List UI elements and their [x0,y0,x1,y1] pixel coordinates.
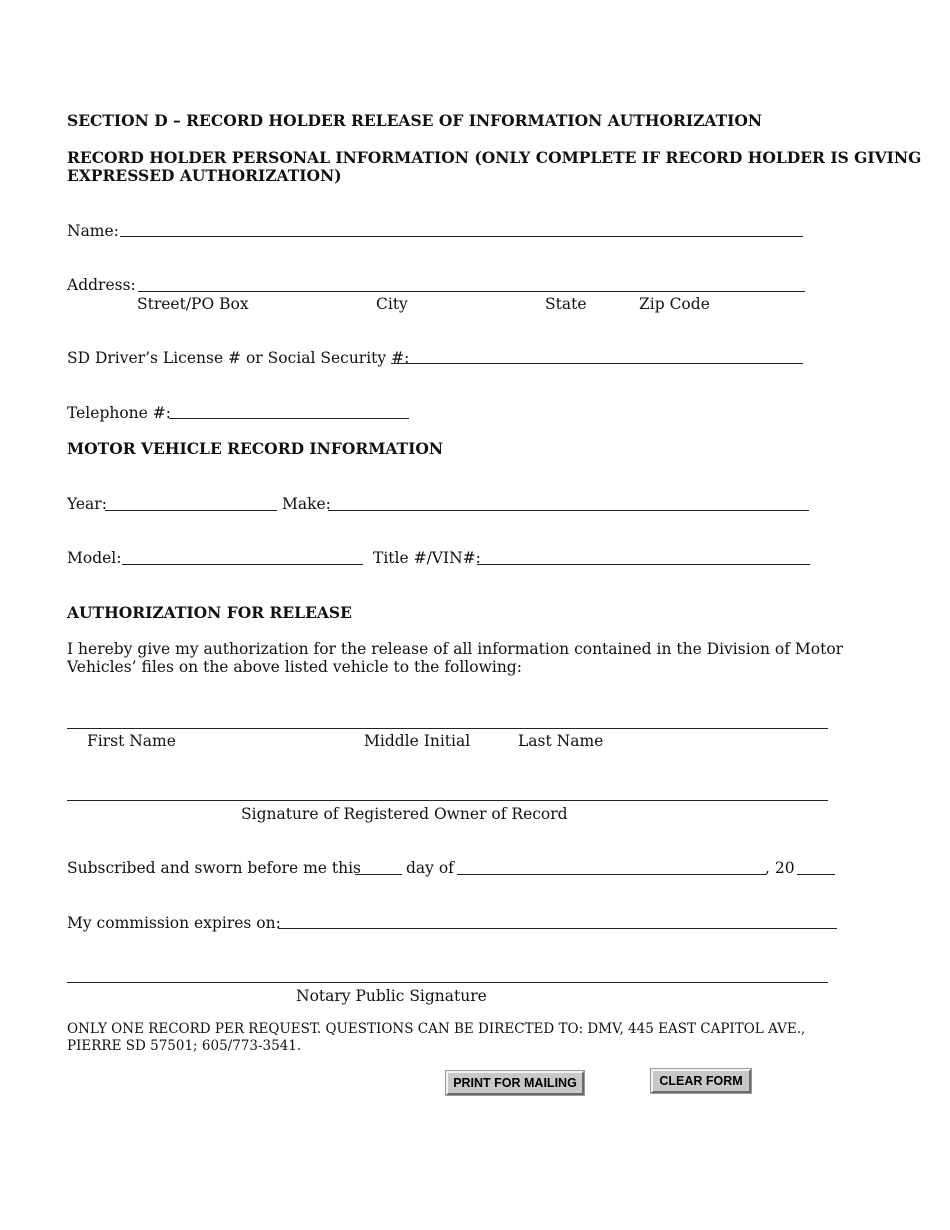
model-label: Model: [67,549,122,567]
year-field[interactable] [105,491,277,511]
first-name-caption: First Name [87,732,176,750]
footer-note-line1: ONLY ONE RECORD PER REQUEST. QUESTIONS CAN BE DIRECTED TO: DMV, 445 EAST CAPITOL AVE., [67,1021,806,1037]
last-name-caption: Last Name [518,732,604,750]
notary-signature-caption: Notary Public Signature [296,987,487,1005]
telephone-label: Telephone #: [67,404,171,422]
personal-info-header-line1: RECORD HOLDER PERSONAL INFORMATION (ONLY COMPLETE IF RECORD HOLDER IS GIVING [67,148,922,167]
year-label: Year: [67,495,107,513]
commission-label: My commission expires on: [67,914,281,932]
address-field[interactable] [138,272,805,292]
address-zip-caption: Zip Code [639,295,710,313]
address-street-caption: Street/PO Box [137,295,249,313]
model-field[interactable] [122,545,363,565]
title-vin-field[interactable] [477,545,810,565]
owner-signature-caption: Signature of Registered Owner of Record [241,805,568,823]
address-label: Address: [67,276,136,294]
sworn-day-field[interactable] [355,855,402,875]
telephone-field[interactable] [169,400,409,420]
clear-form-button[interactable]: CLEAR FORM [651,1069,751,1093]
license-ssn-field[interactable] [391,345,803,365]
owner-signature-field[interactable] [67,781,828,801]
recipient-name-field[interactable] [67,709,828,729]
commission-field[interactable] [278,910,837,930]
license-ssn-label: SD Driver’s License # or Social Security #: [67,349,410,367]
section-title: SECTION D – RECORD HOLDER RELEASE OF INFORMATION AUTHORIZATION [67,111,763,130]
sworn-year-field[interactable] [797,855,835,875]
middle-initial-caption: Middle Initial [364,732,471,750]
name-label: Name: [67,222,119,240]
footer-note-line2: PIERRE SD 57501; 605/773-3541. [67,1038,302,1054]
authorization-header: AUTHORIZATION FOR RELEASE [67,603,352,622]
authorization-text-line1: I hereby give my authorization for the release of all information contained in the Division of Motor [67,640,844,658]
sworn-month-field[interactable] [457,855,766,875]
make-field[interactable] [328,491,809,511]
print-for-mailing-button[interactable]: PRINT FOR MAILING [446,1071,584,1095]
vehicle-info-header: MOTOR VEHICLE RECORD INFORMATION [67,439,444,458]
authorization-text-line2: Vehicles’ files on the above listed vehicle to the following: [67,658,522,676]
title-vin-label: Title #/VIN#: [373,549,481,567]
day-of-text: day of [406,859,454,877]
make-label: Make: [282,495,331,513]
year-prefix-text: , 20 [765,859,795,877]
notary-signature-field[interactable] [67,963,828,983]
personal-info-header-line2: EXPRESSED AUTHORIZATION) [67,166,342,185]
address-city-caption: City [376,295,408,313]
sworn-prefix-text: Subscribed and sworn before me this [67,859,362,877]
name-field[interactable] [120,218,803,238]
address-state-caption: State [545,295,587,313]
